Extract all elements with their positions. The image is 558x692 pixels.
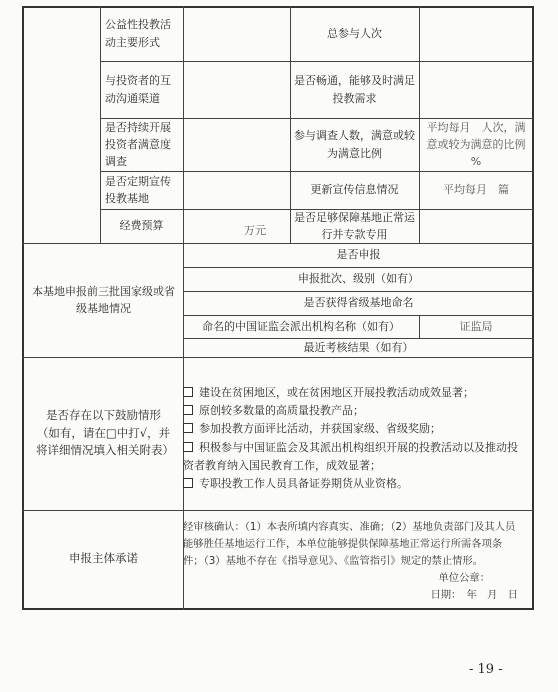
checklist-item — [183, 439, 521, 475]
label-commitment: 申报主体承诺 — [69, 551, 138, 566]
page-number: - 19 - — [469, 662, 503, 677]
checklist-item — [183, 475, 521, 493]
label-channel-smooth: 是否畅通，能够及时满足投教需求 — [294, 74, 415, 105]
label-total-participants: 总参与人次 — [327, 26, 382, 40]
checklist-item — [183, 384, 521, 402]
item-applied: 是否申报 — [336, 248, 381, 262]
label-interaction-channels: 与投资者的互动沟通渠道 — [105, 74, 171, 105]
checklist-item — [183, 402, 521, 420]
label-budget: 经费预算 — [119, 219, 164, 233]
value-survey-average: 平均每月 人次，满意或较为满意的比例 % — [426, 120, 537, 169]
checkbox[interactable] — [183, 478, 193, 488]
item-latest-review: 最近考核结果（如有） — [303, 340, 414, 354]
label-budget-sufficient: 是否足够保障基地正常运行并专款专用 — [294, 210, 415, 241]
label-publicity: 是否定期宣传投教基地 — [105, 174, 171, 205]
label-satisfaction-survey: 是否持续开展投资者满意度调查 — [105, 120, 171, 169]
checklist-item-label: 积极参与中国证监会及其派出机构组织开展的投教活动以及推动投资者教育纳入国民教育工作，成效显著； — [183, 440, 518, 472]
label-survey-participants: 参与调查人数，满意或较为满意比例 — [294, 129, 415, 160]
label-national-status: 本基地申报前三批国家级或省级基地情况 — [32, 284, 175, 315]
label-encourage: 是否存在以下鼓励情形（如有，请在□中打√，并将详细情况填入相关附表） — [36, 407, 174, 458]
item-agency-name: 命名的中国证监会派出机构名称（如有） — [202, 319, 400, 333]
commitment-text: 经审核确认：（1）本表所填内容真实、准确；（2）基地负责部门及其人员能够胜任基地运行工作，本单位能够提供保障基地正常运行所需各项条件；（3）基地不存在《指导意见》、《监管指引》规定的禁止情形。 — [183, 521, 516, 567]
value-agency-unit: 证监局 — [459, 319, 493, 333]
item-batch-level: 申报批次、级别（如有） — [298, 272, 419, 286]
checklist-item — [183, 420, 521, 438]
date-line: 日期： 年 月 日 — [430, 589, 518, 601]
seal-line: 单位公章： — [438, 572, 490, 584]
commitment-block — [183, 519, 522, 604]
checkbox[interactable] — [183, 387, 193, 397]
checkbox[interactable] — [183, 405, 193, 415]
checklist-item-label: 参加投教方面评比活动，并获国家级、省级奖励； — [199, 422, 441, 436]
checkbox[interactable] — [183, 423, 193, 433]
item-provincial-title: 是否获得省级基地命名 — [303, 296, 414, 310]
checklist-item-label: 专职投教工作人员具备证券期货从业资格。 — [199, 477, 408, 491]
encourage-checklist — [183, 384, 521, 493]
checklist-item-label: 建设在贫困地区，或在贫困地区开展投教活动成效显著； — [199, 386, 474, 399]
value-publicity-average: 平均每月 篇 — [443, 183, 509, 197]
label-publicity-updates: 更新宣传信息情况 — [310, 183, 399, 197]
value-budget-unit: 万元 — [244, 224, 266, 238]
checkbox[interactable] — [183, 442, 193, 452]
checklist-item-label: 原创较多数量的高质量投教产品； — [199, 404, 364, 418]
label-activity-forms: 公益性投教活动主要形式 — [105, 18, 171, 49]
